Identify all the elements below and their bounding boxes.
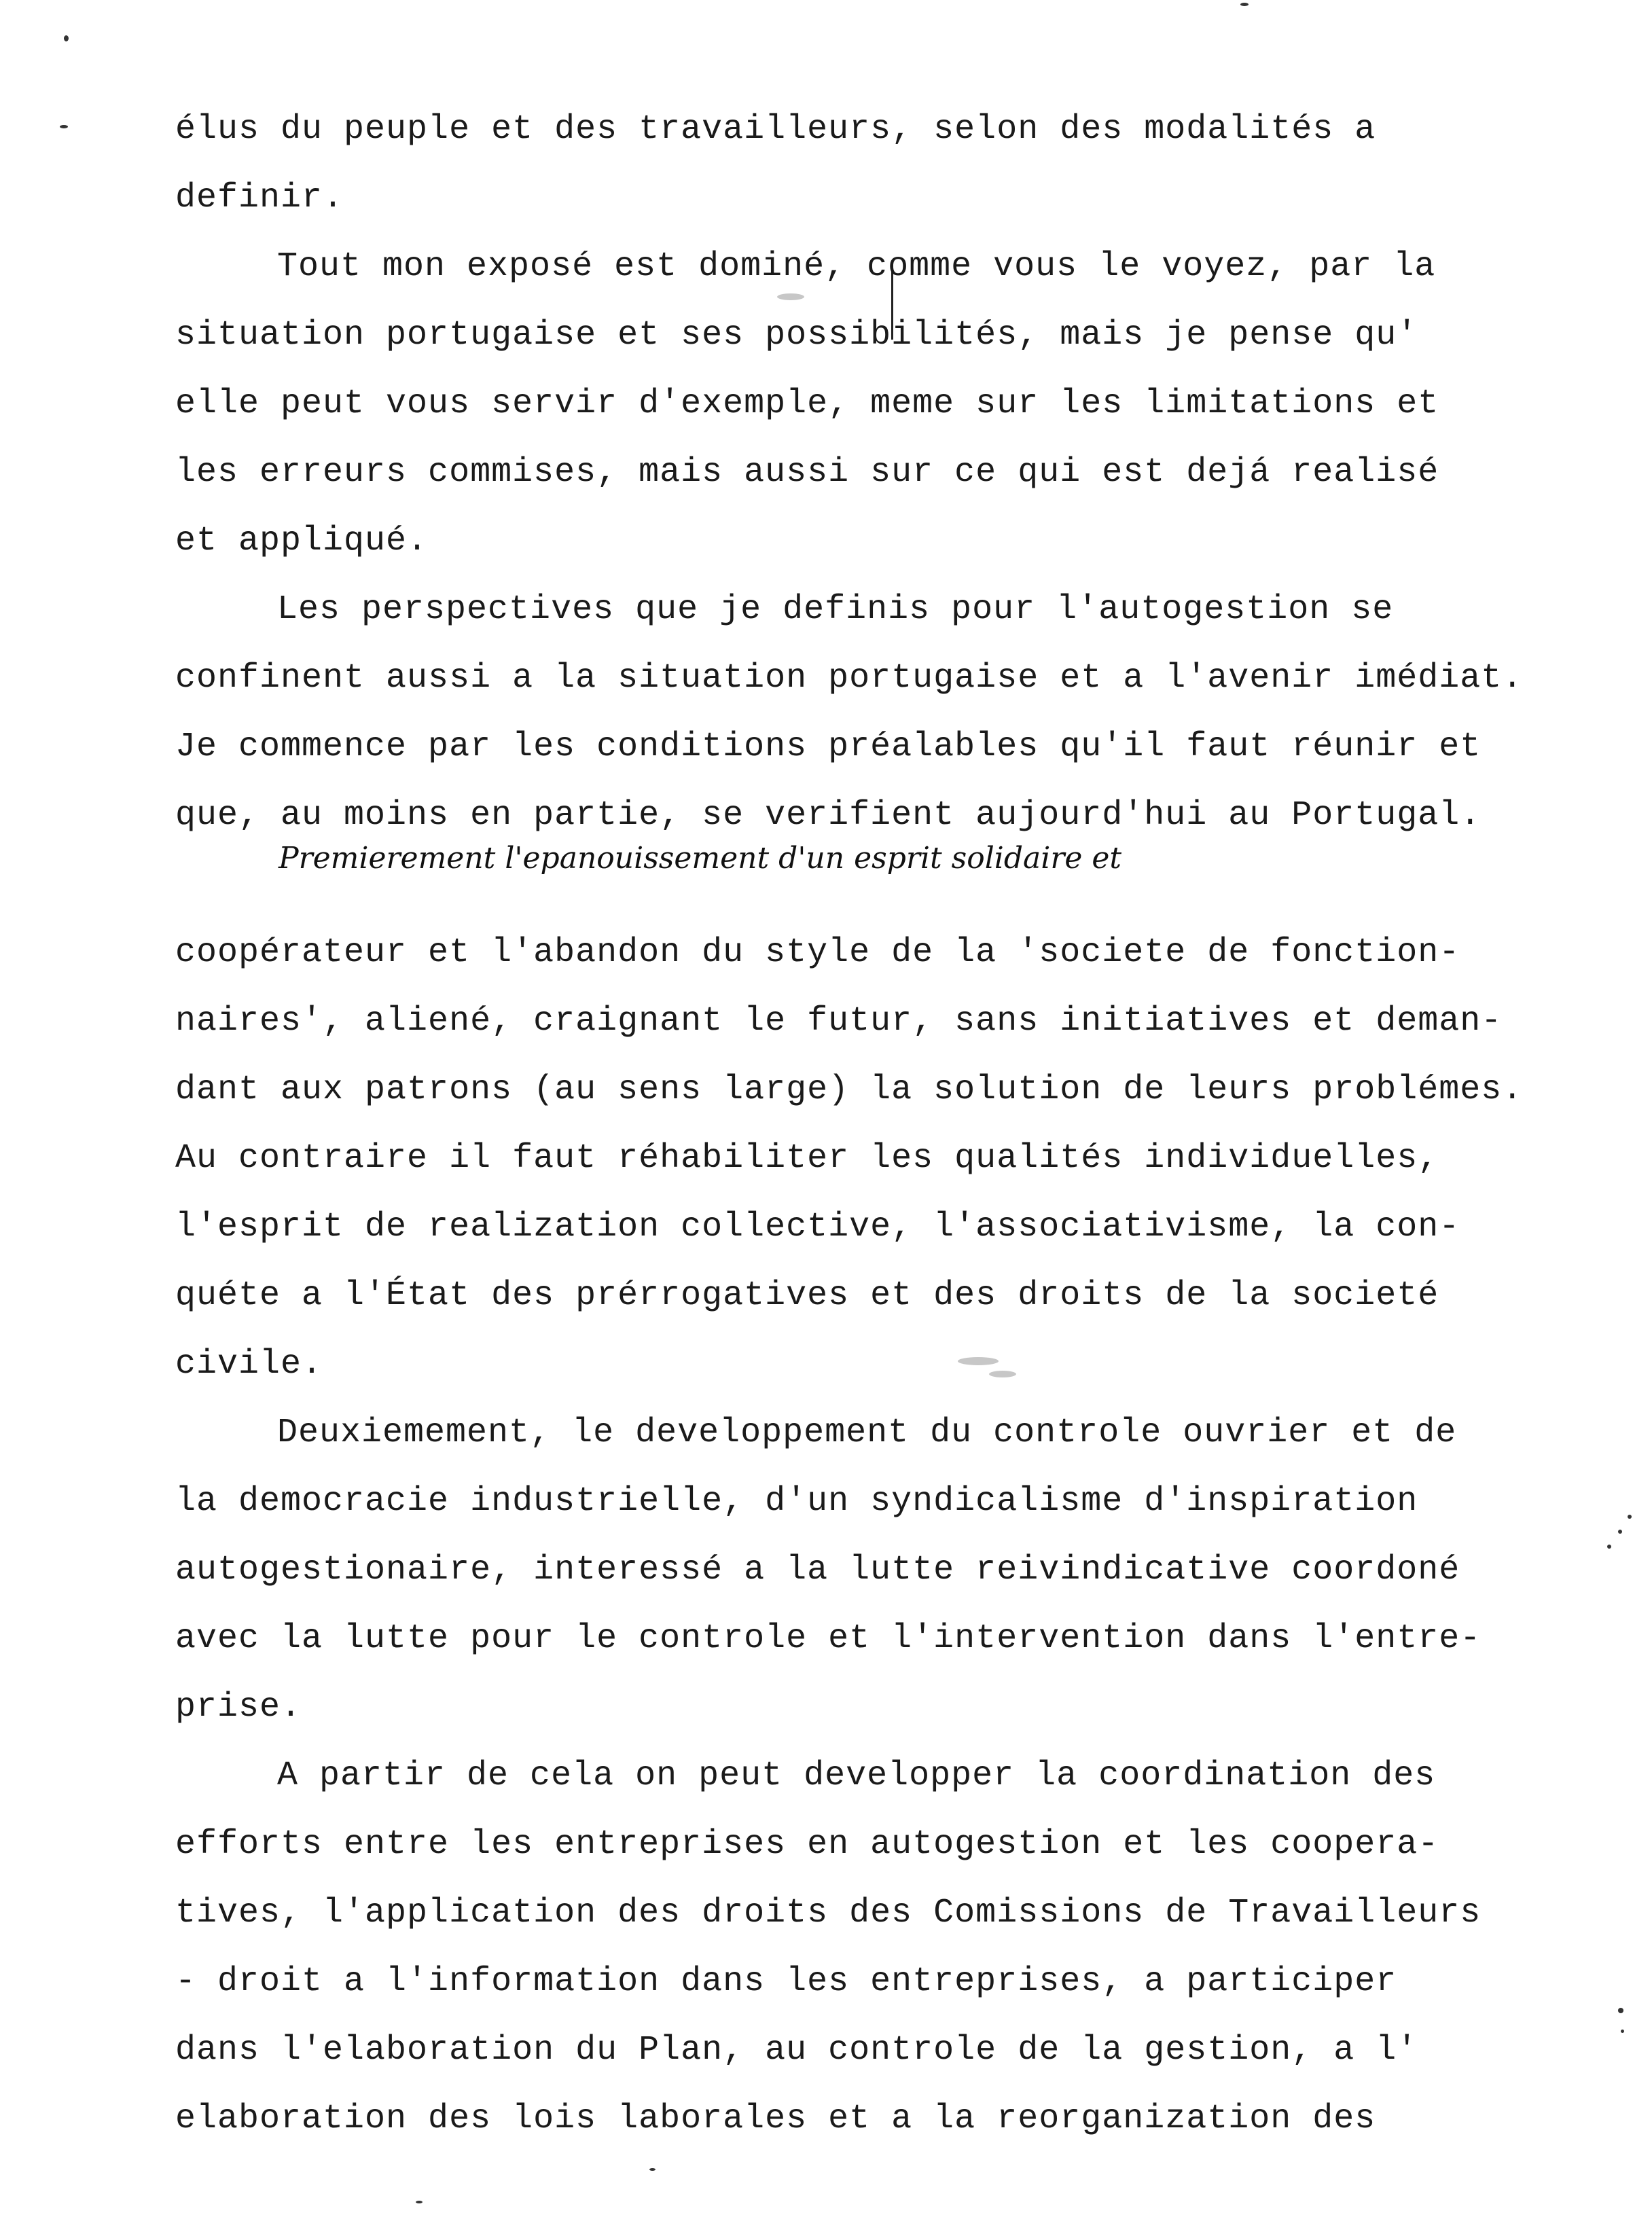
text-line: prise.: [175, 1688, 302, 1727]
scan-smudge: [958, 1357, 999, 1365]
scan-speck: [1621, 2030, 1624, 2033]
scan-speck: [1618, 1530, 1622, 1534]
text-line: elaboration des lois laborales et a la reorganization des: [175, 2099, 1376, 2138]
text-line: Deuxiemement, le developpement du controle ouvrier et de: [277, 1413, 1457, 1452]
text-line: tives, l'application des droits des Comissions de Travailleurs: [175, 1894, 1482, 1932]
text-line: civile.: [175, 1345, 323, 1384]
text-line: Au contraire il faut réhabiliter les qualités individuelles,: [175, 1139, 1439, 1178]
text-line: l'esprit de realization collective, l'associativisme, la con-: [175, 1208, 1460, 1246]
scan-speck: [64, 35, 69, 41]
handwritten-line-spacer: [175, 850, 1507, 918]
text-line: naires', aliené, craignant le futur, sans initiatives et deman-: [175, 1002, 1503, 1041]
text-line: avec la lutte pour le controle et l'intervention dans l'entre-: [175, 1619, 1482, 1658]
text-line: coopérateur et l'abandon du style de la 'societe de fonction-: [175, 933, 1460, 972]
scan-speck: [416, 2201, 423, 2203]
text-line: Les perspectives que je definis pour l'autogestion se: [277, 590, 1394, 629]
text-line: definir.: [175, 179, 344, 217]
scan-speck: [649, 2168, 656, 2171]
handwritten-annotation: Premierement l'epanouissement d'un esprit solidaire et: [279, 841, 1122, 876]
scan-smudge: [777, 293, 804, 300]
text-line: dans l'elaboration du Plan, au controle de la gestion, a l': [175, 2031, 1418, 2070]
typewritten-text: [175, 95, 1524, 2153]
text-line: élus du peuple et des travailleurs, selon des modalités a: [175, 110, 1376, 149]
text-line: situation portugaise et ses possibilités, mais je pense qu': [175, 316, 1418, 355]
text-line: efforts entre les entreprises en autogestion et les coopera-: [175, 1825, 1439, 1864]
text-line: autogestionaire, interessé a la lutte reivindicative coordoné: [175, 1551, 1460, 1589]
text-line: A partir de cela on peut developper la coordination des: [277, 1756, 1436, 1795]
scan-smudge: [989, 1371, 1016, 1377]
text-line: confinent aussi a la situation portugaise et a l'avenir imédiat.: [175, 659, 1524, 698]
text-line: Je commence par les conditions préalables qu'il faut réunir et: [175, 727, 1482, 766]
scan-speck: [60, 125, 68, 128]
text-line: les erreurs commises, mais aussi sur ce qui est dejá realisé: [175, 453, 1439, 492]
text-line: et appliqué.: [175, 522, 429, 560]
scan-speck: [1240, 3, 1249, 6]
text-line: dant aux patrons (au sens large) la solution de leurs problémes.: [175, 1070, 1524, 1109]
scan-speck: [1618, 2008, 1623, 2013]
scan-speck: [1607, 1545, 1611, 1549]
text-line: - droit a l'information dans les entreprises, a participer: [175, 1962, 1397, 2001]
text-line: elle peut vous servir d'exemple, meme sur les limitations et: [175, 384, 1439, 423]
text-line: que, au moins en partie, se verifient aujourd'hui au Portugal.: [175, 796, 1482, 835]
text-line: la democracie industrielle, d'un syndicalisme d'inspiration: [175, 1482, 1418, 1521]
scan-speck: [1628, 1515, 1632, 1519]
text-line: Tout mon exposé est dominé, comme vous le voyez, par la: [277, 247, 1436, 286]
text-line: quéte a l'État des prérrogatives et des droits de la societé: [175, 1276, 1439, 1315]
